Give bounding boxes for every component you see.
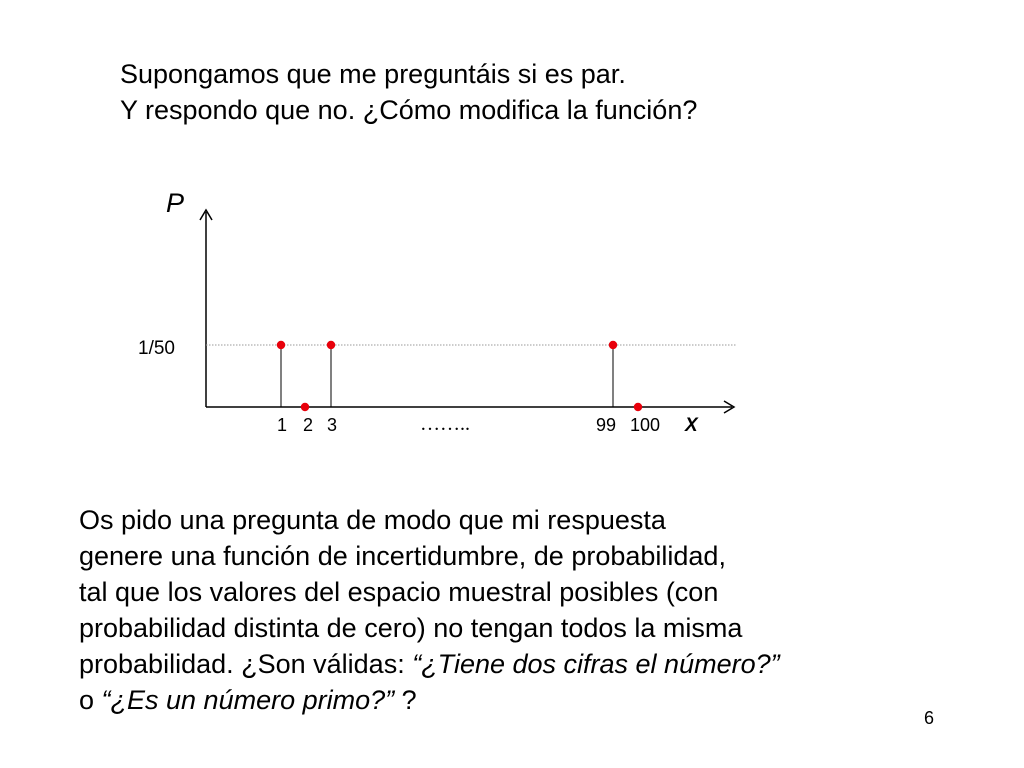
x-tick-label-100: 100 (629, 415, 661, 435)
point-x99 (609, 341, 617, 349)
point-x100 (634, 403, 642, 411)
chart-axes (138, 188, 736, 436)
x-tick-label-2: 2 (302, 415, 314, 435)
point-x3 (327, 341, 335, 349)
y-reference-label: 1/50 (138, 338, 175, 359)
x-tick-label-99: 99 (595, 415, 617, 435)
x-tick-label-1: 1 (276, 415, 288, 435)
intro-line-1: Supongamos que me preguntáis si es par. (120, 59, 626, 89)
body-line-6-suffix: ? (394, 685, 417, 715)
question-two-digits: “¿Tiene dos cifras el número?” (412, 649, 780, 679)
x-axis-label: X (685, 415, 698, 436)
page-number: 6 (924, 708, 935, 728)
body-line-4: probabilidad distinta de cero) no tengan todos la misma (79, 613, 743, 643)
body-line-1: Os pido una pregunta de modo que mi respuesta (79, 505, 666, 535)
body-line-5-prefix: probabilidad. ¿Son válidas: (79, 649, 413, 679)
x-tick-label-3: 3 (326, 415, 338, 435)
intro-line-2: Y respondo que no. ¿Cómo modifica la función? (120, 95, 698, 125)
body-line-3: tal que los valores del espacio muestral posibles (con (79, 577, 719, 607)
body-line-6-prefix: o (79, 685, 102, 715)
x-ellipsis: …….. (420, 413, 470, 435)
body-line-6 (79, 682, 780, 718)
point-x2 (301, 403, 309, 411)
y-axis-label: P (166, 188, 185, 218)
body-line-2: genere una función de incertidumbre, de probabilidad, (79, 541, 726, 571)
point-x1 (277, 341, 285, 349)
question-prime: “¿Es un número primo?” (101, 685, 395, 715)
body-line-5 (79, 646, 780, 682)
body-text (79, 502, 780, 718)
